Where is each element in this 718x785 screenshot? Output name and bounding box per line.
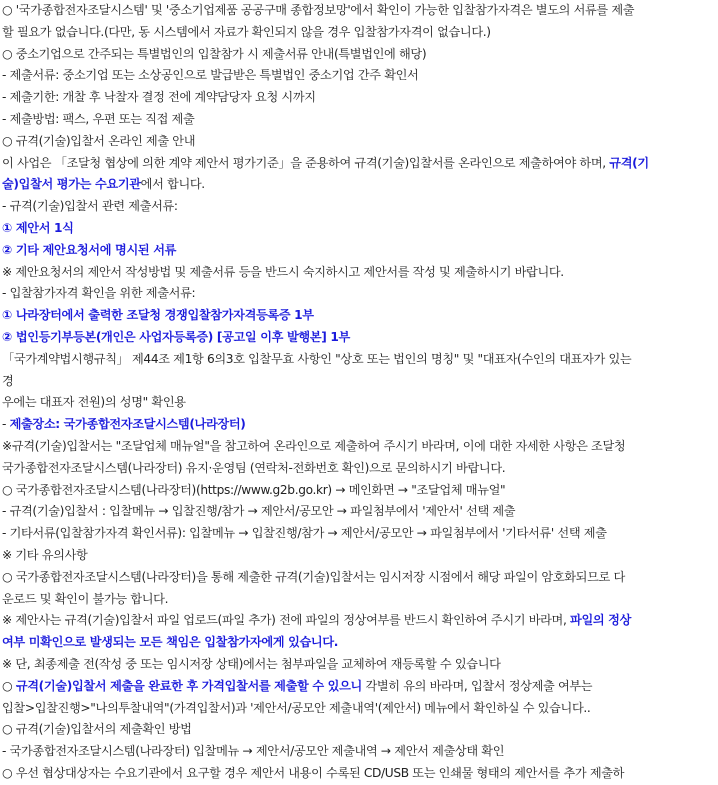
emphasis-text: ① 제안서 1식: [2, 220, 74, 235]
body-text: ※ 기타 유의사항: [2, 547, 88, 562]
text-line: [2, 545, 714, 567]
text-line: [2, 153, 714, 175]
text-line: [2, 371, 714, 393]
text-line: [2, 22, 714, 44]
text-line: [2, 480, 714, 502]
emphasis-text: 규격(기: [609, 155, 649, 170]
body-text: ○ '국가종합전자조달시스템' 및 '중소기업제품 공공구매 종합정보망'에서 확인이 가능한 입찰참가자격은 별도의 서류를 제출: [2, 3, 635, 17]
text-line: [2, 632, 714, 654]
body-text: - 제출기한: 개찰 후 낙찰자 결정 전에 계약담당자 요청 시까지: [2, 90, 316, 105]
body-text: 각별히 유의 바라며, 입찰서 정상제출 여부는: [361, 678, 593, 693]
text-line: [2, 196, 714, 218]
text-line: [2, 676, 714, 698]
body-text: 「국가계약법시행규칙」 제44조 제1항 6의3호 입찰무효 사항인 "상호 또는 법인의 명칭" 및 "대표자(수인의 대표자가 있는: [2, 351, 632, 366]
text-line: [2, 87, 714, 109]
body-text: 입찰>입찰진행>"나의투찰내역"(가격입찰서)과 '제안서/공모안 제출내역'(제안서) 메뉴에서 확인하실 수 있습니다..: [2, 700, 591, 715]
text-line: [2, 392, 714, 414]
emphasis-text: 파일의 정상: [570, 613, 632, 628]
body-text: 국가종합전자조달시스템(나라장터) 유지·운영팀 (연락처-전화번호 확인)으로 문의하시기 바랍니다.: [2, 460, 506, 475]
body-text: ○ 우선 협상대상자는 수요기관에서 요구할 경우 제안서 내용이 수록된 CD/USB 또는 인쇄물 형태의 제안서를 추가 제출하: [2, 765, 625, 780]
text-line: [2, 589, 714, 611]
body-text: ○: [2, 678, 16, 693]
text-line: [2, 262, 714, 284]
text-line: [2, 567, 714, 589]
text-line: [2, 65, 714, 87]
body-text: - 국가종합전자조달시스템(나라장터) 입찰메뉴 → 제안서/공모안 제출내역 → 제안서 제출상태 확인: [2, 744, 505, 759]
text-line: [2, 523, 714, 545]
text-line: [2, 131, 714, 153]
body-text: 경: [2, 373, 14, 388]
text-line: [2, 305, 714, 327]
text-line: [2, 349, 714, 371]
emphasis-text: 규격(기술)입찰서 제출을 완료한 후 가격입찰서를 제출할 수 있으니: [15, 678, 362, 693]
text-line: [2, 0, 714, 22]
emphasis-text: 술)입찰서 평가는 수요기관: [2, 177, 141, 192]
emphasis-text: ① 나라장터에서 출력한 조달청 경쟁입찰참가자격등록증 1부: [2, 308, 314, 323]
emphasis-text: ② 법인등기부등본(개인은 사업자등록증) [공고일 이후 발행본] 1부: [2, 329, 350, 344]
body-text: ※ 제안사는 규격(기술)입찰서 파일 업로드(파일 추가) 전에 파일의 정상여부를 반드시 확인하여 주시기 바라며,: [2, 613, 571, 628]
body-text: ※ 단, 최종제출 전(작성 중 또는 임시저장 상태)에서는 첨부파일을 교체하여 재등록할 수 있습니다: [2, 656, 501, 671]
text-line: [2, 174, 714, 196]
body-text: - 제출방법: 팩스, 우편 또는 직접 제출: [2, 111, 195, 126]
body-text: ○ 국가종합전자조달시스템(나라장터)(https://www.g2b.go.kr) → 메인화면 → "조달업체 매뉴얼": [2, 482, 506, 497]
text-line: [2, 240, 714, 262]
emphasis-text: 제출장소: 국가종합전자조달시스템(나라장터): [9, 417, 246, 432]
text-line: [2, 414, 714, 436]
text-line: [2, 501, 714, 523]
body-text: 할 필요가 없습니다.(다만, 동 시스템에서 자료가 확인되지 않을 경우 입찰참가자격이 없습니다.): [2, 24, 491, 39]
body-text: - 규격(기술)입찰서 관련 제출서류:: [2, 199, 178, 214]
emphasis-text: 여부 미확인으로 발생되는 모든 책임은 입찰참가자에게 있습니다.: [2, 635, 339, 650]
text-line: [2, 610, 714, 632]
body-text: ○ 규격(기술)입찰서 온라인 제출 안내: [2, 133, 196, 148]
body-text: ※규격(기술)입찰서는 "조달업체 매뉴얼"을 참고하여 온라인으로 제출하여 주시기 바라며, 이에 대한 자세한 사항은 조달청: [2, 438, 626, 453]
body-text: ※ 제안요청서의 제안서 작성방법 및 제출서류 등을 반드시 숙지하시고 제안서를 작성 및 제출하시기 바랍니다.: [2, 264, 564, 279]
text-line: [2, 698, 714, 720]
text-line: [2, 436, 714, 458]
text-line: [2, 44, 714, 66]
body-text: -: [2, 417, 10, 432]
text-line: [2, 458, 714, 480]
text-line: [2, 327, 714, 349]
emphasis-text: ② 기타 제안요청서에 명시된 서류: [2, 242, 177, 257]
body-text: ○ 중소기업으로 간주되는 특별법인의 입찰참가 시 제출서류 안내(특별법인에 해당): [2, 46, 427, 61]
body-text: - 제출서류: 중소기업 또는 소상공인으로 발급받은 특별법인 중소기업 간주 확인서: [2, 68, 419, 83]
body-text: 이 사업은 「조달청 협상에 의한 계약 제안서 평가기준」을 준용하여 규격(기술)입찰서를 온라인으로 제출하여야 하며,: [2, 155, 610, 170]
text-line: [2, 719, 714, 741]
body-text: 에서 합니다.: [140, 177, 205, 192]
text-line: [2, 218, 714, 240]
body-text: - 규격(기술)입찰서 : 입찰메뉴 → 입찰진행/참가 → 제안서/공모안 → 파일첨부에서 '제안서' 선택 제출: [2, 504, 516, 519]
body-text: 우에는 대표자 전원)의 성명" 확인용: [2, 395, 186, 410]
body-text: ○ 국가종합전자조달시스템(나라장터)을 통해 제출한 규격(기술)입찰서는 임시저장 시점에서 해당 파일이 암호화되므로 다: [2, 569, 625, 584]
body-text: - 기타서류(입찰참가자격 확인서류): 입찰메뉴 → 입찰진행/참가 → 제안서/공모안 → 파일첨부에서 '기타서류' 선택 제출: [2, 526, 607, 541]
text-line: [2, 654, 714, 676]
text-line: [2, 283, 714, 305]
body-text: ○ 규격(기술)입찰서의 제출확인 방법: [2, 722, 192, 737]
text-line: [2, 109, 714, 131]
text-line: [2, 763, 714, 785]
body-text: 운로드 및 확인이 불가능 합니다.: [2, 591, 169, 606]
body-text: - 입찰참가자격 확인을 위한 제출서류:: [2, 286, 196, 301]
